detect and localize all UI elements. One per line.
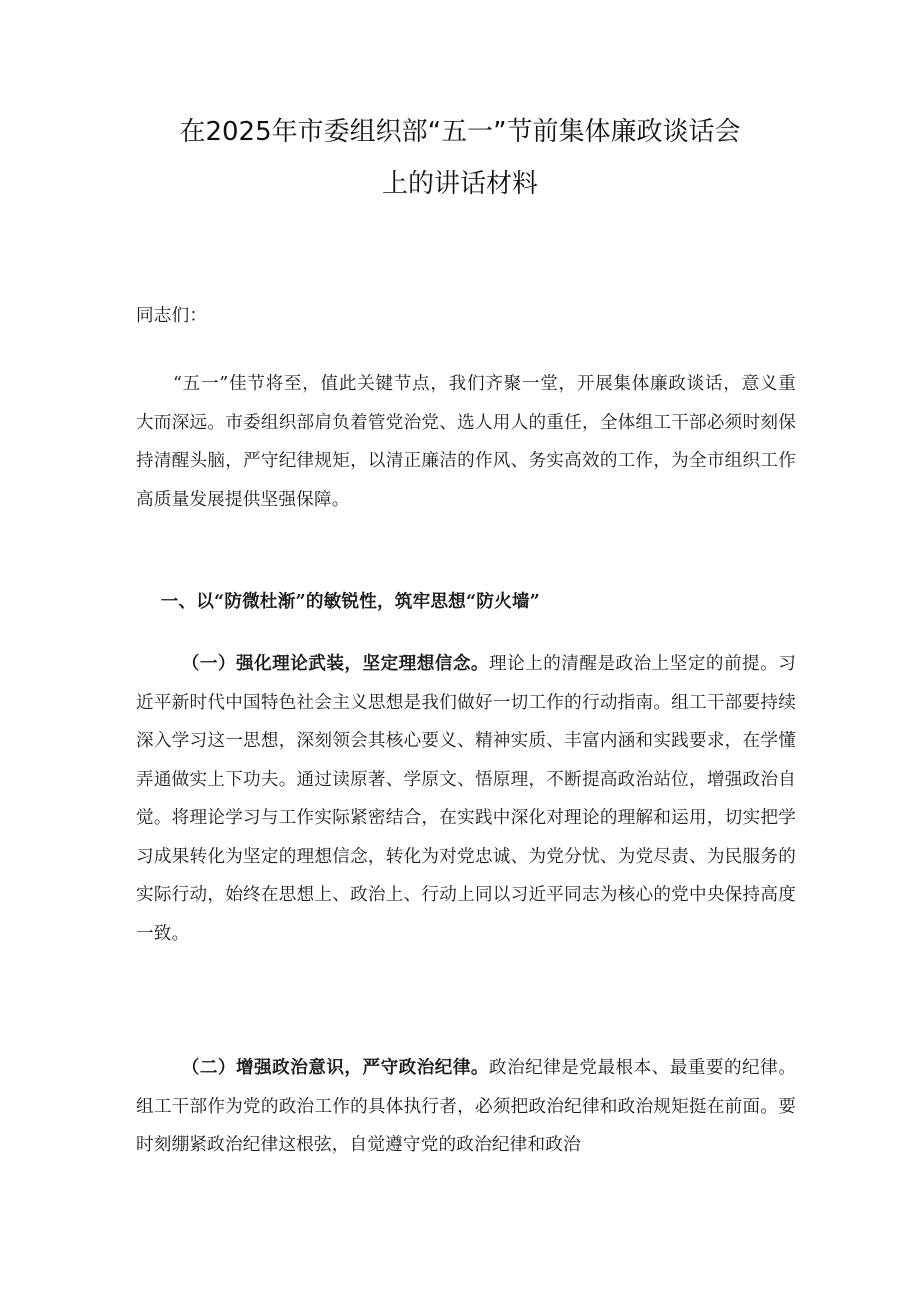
salutation: 同志们： <box>136 306 208 326</box>
subsection-1-paragraph <box>136 645 796 953</box>
subsection-1-lead: （一）强化理论武装，坚定理想信念。 <box>181 653 490 674</box>
subsection-2-body: 政治纪律是党最根本、最重要的纪律。组工干部作为党的政治工作的具体执行者，必须把政治纪律和政治规矩挺在前面。要时刻绷紧政治纪律这根弦，自觉遵守党的政治纪律和政治 <box>136 1058 796 1155</box>
subsection-2-lead: （二）增强政治意识，严守政治纪律。 <box>181 1057 490 1078</box>
document-title-line-1: 在2025年市委组织部“五一”节前集体廉政谈话会 <box>179 117 741 147</box>
document-title-line-2: 上的讲话材料 <box>381 169 538 199</box>
subsection-1-body: 理论上的清醒是政治上坚定的前提。习近平新时代中国特色社会主义思想是我们做好一切工作的行动指南。组工干部要持续深入学习这一思想，深刻领会其核心要义、精神实质、丰富内涵和实践要求，在学懂弄通做实上下功夫。通过读原著、学原文、悟原理，不断提高政治站位，增强政治自觉。将理论学习与工作实际紧密结合，在实践中深化对理论的理解和运用，切实把学习成果转化为坚定的理想信念，转化为对党忠诚、为党分忧、为党尽责、为民服务的实际行动，始终在思想上、政治上、行动上同以习近平同志为核心的党中央保持高度一致。 <box>136 654 796 944</box>
intro-paragraph: “五一”佳节将至，值此关键节点，我们齐聚一堂，开展集体廉政谈话，意义重大而深远。市委组织部肩负着管党治党、选人用人的重任，全体组工干部必须时刻保持清醒头脑，严守纪律规矩，以清正廉洁的作风、务实高效的工作，为全市组织工作高质量发展提供坚强保障。 <box>136 374 796 510</box>
subsection-2-paragraph <box>136 1049 796 1165</box>
section-heading-1: 一、以“防微杜渐”的敏锐性，筑牢思想“防火墙” <box>160 591 540 612</box>
